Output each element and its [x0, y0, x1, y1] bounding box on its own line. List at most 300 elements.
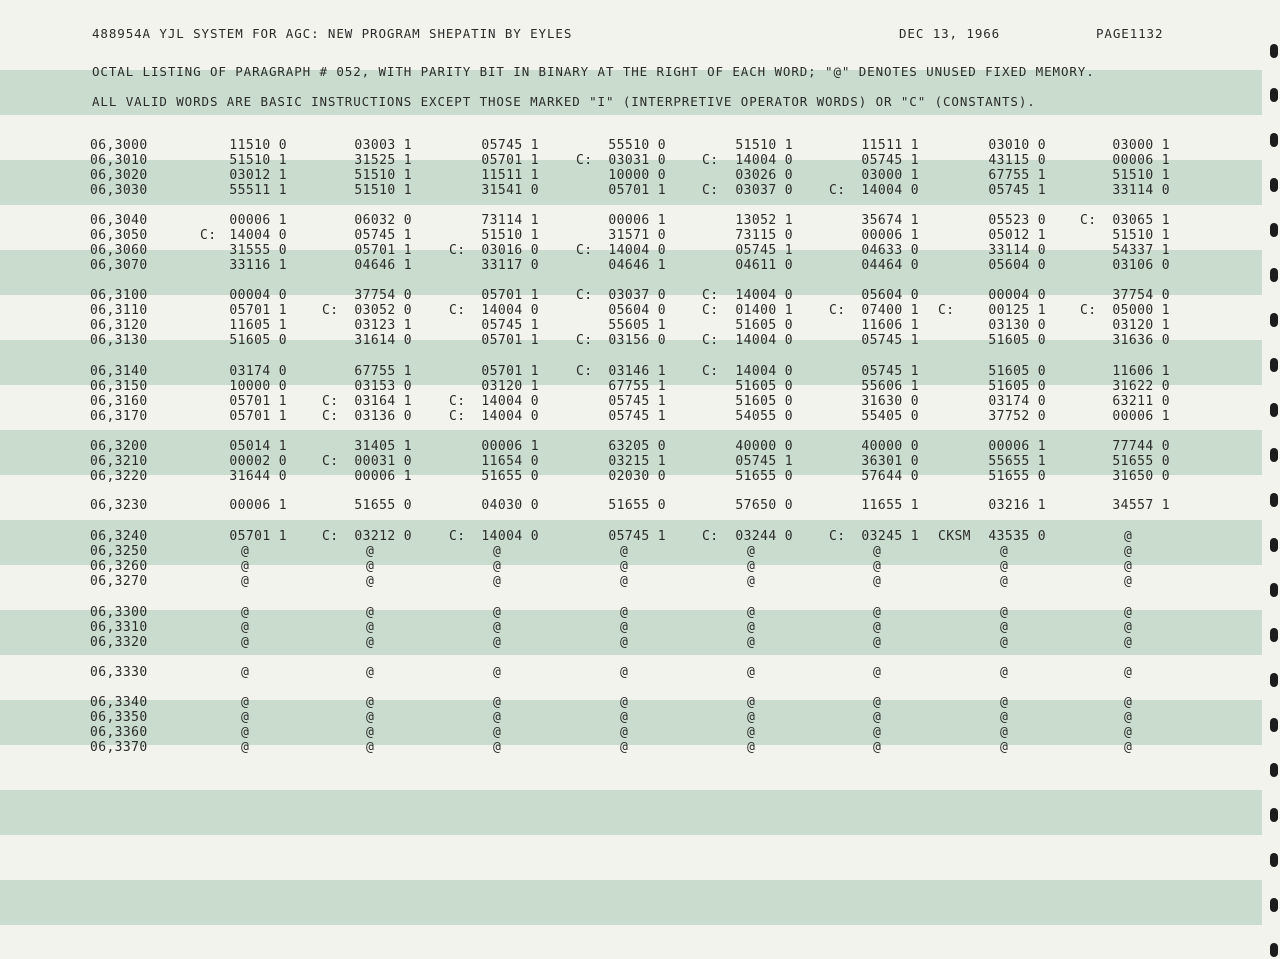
unused-memory-marker: @: [620, 620, 629, 635]
unused-memory-marker: @: [366, 574, 375, 589]
unused-memory-marker: @: [366, 620, 375, 635]
unused-memory-marker: @: [747, 574, 756, 589]
word-marker: C:: [829, 529, 846, 544]
unused-memory-marker: @: [1124, 635, 1133, 650]
unused-memory-marker: @: [1124, 710, 1133, 725]
octal-word: 51605 0: [735, 379, 793, 394]
unused-memory-marker: @: [366, 725, 375, 740]
octal-word: 03212 0: [354, 529, 412, 544]
octal-word: 05745 1: [608, 529, 666, 544]
unused-memory-marker: @: [241, 544, 250, 559]
octal-word: 33116 1: [229, 258, 287, 273]
octal-word: 51605 0: [988, 379, 1046, 394]
unused-memory-marker: @: [1000, 740, 1009, 755]
octal-word: 00125 1: [988, 303, 1046, 318]
unused-memory-marker: @: [1124, 559, 1133, 574]
unused-memory-marker: @: [620, 605, 629, 620]
unused-memory-marker: @: [493, 665, 502, 680]
word-marker: C:: [829, 183, 846, 198]
unused-memory-marker: @: [366, 695, 375, 710]
unused-memory-marker: @: [1000, 559, 1009, 574]
octal-word: 00006 1: [1112, 409, 1170, 424]
word-marker: C:: [576, 243, 593, 258]
octal-word: 40000 0: [735, 439, 793, 454]
feed-hole: [1270, 718, 1278, 732]
octal-word: 04646 1: [608, 258, 666, 273]
octal-word: 01400 1: [735, 303, 793, 318]
address-label: 06,3150: [90, 379, 148, 394]
octal-word: 03130 0: [988, 318, 1046, 333]
unused-memory-marker: @: [241, 635, 250, 650]
octal-word: 03010 0: [988, 138, 1046, 153]
octal-word: 07400 1: [861, 303, 919, 318]
octal-word: 51510 1: [354, 183, 412, 198]
unused-memory-marker: @: [873, 620, 882, 635]
unused-memory-marker: @: [1000, 605, 1009, 620]
word-marker: C:: [576, 364, 593, 379]
word-marker: C:: [449, 243, 466, 258]
octal-word: 10000 0: [608, 168, 666, 183]
unused-memory-marker: @: [1124, 544, 1133, 559]
unused-memory-marker: @: [1124, 695, 1133, 710]
address-label: 06,3200: [90, 439, 148, 454]
octal-word: 11510 0: [229, 138, 287, 153]
feed-hole: [1270, 223, 1278, 237]
octal-word: 03215 1: [608, 454, 666, 469]
octal-word: 31630 0: [861, 394, 919, 409]
octal-word: 67755 1: [354, 364, 412, 379]
octal-word: 03146 1: [608, 364, 666, 379]
octal-word: 03106 0: [1112, 258, 1170, 273]
octal-word: 00006 1: [608, 213, 666, 228]
octal-word: 03003 1: [354, 138, 412, 153]
octal-word: 11655 1: [861, 498, 919, 513]
unused-memory-marker: @: [1124, 665, 1133, 680]
octal-word: 13052 1: [735, 213, 793, 228]
octal-word: 03156 0: [608, 333, 666, 348]
octal-word: 05745 1: [481, 318, 539, 333]
unused-memory-marker: @: [366, 635, 375, 650]
word-marker: C:: [322, 394, 339, 409]
address-label: 06,3310: [90, 620, 148, 635]
octal-word: 57650 0: [735, 498, 793, 513]
octal-word: 03000 1: [861, 168, 919, 183]
unused-memory-marker: @: [620, 710, 629, 725]
octal-word: 05701 1: [608, 183, 666, 198]
unused-memory-marker: @: [493, 695, 502, 710]
word-marker: C:: [1080, 213, 1097, 228]
octal-word: 54055 0: [735, 409, 793, 424]
unused-memory-marker: @: [1000, 710, 1009, 725]
feed-hole: [1270, 403, 1278, 417]
octal-word: 05745 1: [861, 153, 919, 168]
octal-word: 51655 0: [735, 469, 793, 484]
unused-memory-marker: @: [873, 725, 882, 740]
unused-memory-marker: @: [1000, 544, 1009, 559]
octal-word: 03026 0: [735, 168, 793, 183]
octal-word: 05745 1: [608, 409, 666, 424]
address-label: 06,3100: [90, 288, 148, 303]
feed-hole: [1270, 583, 1278, 597]
address-label: 06,3260: [90, 559, 148, 574]
word-marker: C:: [322, 409, 339, 424]
octal-word: 05745 1: [735, 454, 793, 469]
octal-word: 55655 1: [988, 454, 1046, 469]
address-label: 06,3220: [90, 469, 148, 484]
unused-memory-marker: @: [620, 544, 629, 559]
unused-memory-marker: @: [241, 725, 250, 740]
address-label: 06,3170: [90, 409, 148, 424]
octal-word: 00004 0: [988, 288, 1046, 303]
unused-memory-marker: @: [241, 740, 250, 755]
address-label: 06,3040: [90, 213, 148, 228]
octal-word: 00004 0: [229, 288, 287, 303]
unused-memory-marker: @: [747, 695, 756, 710]
unused-memory-marker: @: [366, 605, 375, 620]
address-label: 06,3330: [90, 665, 148, 680]
octal-word: 33114 0: [988, 243, 1046, 258]
unused-memory-marker: @: [1124, 740, 1133, 755]
octal-word: 03016 0: [481, 243, 539, 258]
word-marker: C:: [702, 529, 719, 544]
octal-word: 03052 0: [354, 303, 412, 318]
address-label: 06,3270: [90, 574, 148, 589]
word-marker: C:: [1080, 303, 1097, 318]
octal-word: 51605 0: [988, 333, 1046, 348]
word-marker: C:: [829, 303, 846, 318]
octal-word: 05701 1: [229, 394, 287, 409]
octal-word: 14004 0: [481, 409, 539, 424]
octal-word: 31405 1: [354, 439, 412, 454]
feed-hole: [1270, 628, 1278, 642]
octal-word: 67755 1: [988, 168, 1046, 183]
octal-word: 05745 1: [481, 138, 539, 153]
unused-memory-marker: @: [1124, 529, 1133, 544]
unused-memory-marker: @: [873, 574, 882, 589]
octal-word: 00006 1: [229, 498, 287, 513]
unused-memory-marker: @: [493, 620, 502, 635]
octal-word: 04646 1: [354, 258, 412, 273]
octal-word: 06032 0: [354, 213, 412, 228]
octal-word: 05604 0: [608, 303, 666, 318]
octal-word: 03216 1: [988, 498, 1046, 513]
address-label: 06,3240: [90, 529, 148, 544]
octal-word: 51655 0: [354, 498, 412, 513]
feed-hole: [1270, 448, 1278, 462]
feed-hole: [1270, 763, 1278, 777]
unused-memory-marker: @: [1000, 620, 1009, 635]
word-marker: C:: [322, 303, 339, 318]
octal-word: 03174 0: [229, 364, 287, 379]
unused-memory-marker: @: [747, 635, 756, 650]
feed-hole: [1270, 268, 1278, 282]
word-marker: C:: [702, 303, 719, 318]
unused-memory-marker: @: [241, 559, 250, 574]
octal-word: 03174 0: [988, 394, 1046, 409]
octal-word: 51510 1: [481, 228, 539, 243]
unused-memory-marker: @: [873, 695, 882, 710]
octal-word: 11606 1: [1112, 364, 1170, 379]
unused-memory-marker: @: [873, 710, 882, 725]
address-label: 06,3340: [90, 695, 148, 710]
octal-word: 14004 0: [229, 228, 287, 243]
address-label: 06,3070: [90, 258, 148, 273]
unused-memory-marker: @: [1124, 605, 1133, 620]
word-marker: CKSM: [938, 529, 971, 544]
octal-word: 31650 0: [1112, 469, 1170, 484]
header-description-line2: ALL VALID WORDS ARE BASIC INSTRUCTIONS EXCEPT THOSE MARKED "I" (INTERPRETIVE OPERATOR WORDS) OR "C" (CONSTANTS).: [92, 94, 1036, 109]
octal-word: 33117 0: [481, 258, 539, 273]
octal-word: 03120 1: [1112, 318, 1170, 333]
octal-word: 63205 0: [608, 439, 666, 454]
octal-word: 14004 0: [735, 364, 793, 379]
unused-memory-marker: @: [1000, 725, 1009, 740]
unused-memory-marker: @: [620, 740, 629, 755]
octal-word: 14004 0: [608, 243, 666, 258]
unused-memory-marker: @: [620, 695, 629, 710]
unused-memory-marker: @: [1124, 574, 1133, 589]
octal-word: 31644 0: [229, 469, 287, 484]
octal-word: 51655 0: [608, 498, 666, 513]
octal-word: 05701 1: [229, 303, 287, 318]
address-label: 06,3300: [90, 605, 148, 620]
address-label: 06,3030: [90, 183, 148, 198]
unused-memory-marker: @: [747, 605, 756, 620]
unused-memory-marker: @: [873, 635, 882, 650]
unused-memory-marker: @: [1000, 635, 1009, 650]
unused-memory-marker: @: [493, 740, 502, 755]
unused-memory-marker: @: [873, 740, 882, 755]
octal-word: 05745 1: [861, 333, 919, 348]
unused-memory-marker: @: [1000, 695, 1009, 710]
octal-word: 00006 1: [481, 439, 539, 454]
octal-word: 03031 0: [608, 153, 666, 168]
octal-word: 73114 1: [481, 213, 539, 228]
octal-word: 05745 1: [861, 364, 919, 379]
word-marker: C:: [200, 228, 217, 243]
octal-word: 05745 1: [735, 243, 793, 258]
octal-word: 05701 1: [481, 364, 539, 379]
octal-word: 31636 0: [1112, 333, 1170, 348]
octal-word: 31541 0: [481, 183, 539, 198]
octal-word: 36301 0: [861, 454, 919, 469]
octal-word: 04464 0: [861, 258, 919, 273]
word-marker: C:: [449, 529, 466, 544]
octal-word: 51510 1: [1112, 228, 1170, 243]
unused-memory-marker: @: [366, 559, 375, 574]
octal-word: 02030 0: [608, 469, 666, 484]
octal-word: 00006 1: [229, 213, 287, 228]
header-date: DEC 13, 1966: [899, 26, 1001, 41]
feed-hole: [1270, 943, 1278, 957]
octal-word: 05745 1: [608, 394, 666, 409]
octal-word: 00006 1: [988, 439, 1046, 454]
unused-memory-marker: @: [620, 725, 629, 740]
octal-word: 40000 0: [861, 439, 919, 454]
octal-word: 77744 0: [1112, 439, 1170, 454]
octal-word: 00006 1: [354, 469, 412, 484]
octal-word: 11654 0: [481, 454, 539, 469]
octal-word: 51605 0: [229, 333, 287, 348]
address-label: 06,3250: [90, 544, 148, 559]
unused-memory-marker: @: [493, 544, 502, 559]
octal-word: 14004 0: [481, 394, 539, 409]
octal-word: 03065 1: [1112, 213, 1170, 228]
unused-memory-marker: @: [241, 605, 250, 620]
header-title: 488954A YJL SYSTEM FOR AGC: NEW PROGRAM SHEPATIN BY EYLES: [92, 26, 573, 41]
tractor-feed-holes: [1262, 0, 1280, 959]
octal-word: 05604 0: [861, 288, 919, 303]
address-label: 06,3140: [90, 364, 148, 379]
octal-word: 51605 0: [735, 318, 793, 333]
octal-word: 51655 0: [1112, 454, 1170, 469]
unused-memory-marker: @: [747, 725, 756, 740]
address-label: 06,3320: [90, 635, 148, 650]
unused-memory-marker: @: [241, 710, 250, 725]
octal-word: 03120 1: [481, 379, 539, 394]
feed-hole: [1270, 178, 1278, 192]
octal-word: 67755 1: [608, 379, 666, 394]
octal-word: 55511 1: [229, 183, 287, 198]
unused-memory-marker: @: [873, 559, 882, 574]
octal-word: 05745 1: [988, 183, 1046, 198]
feed-hole: [1270, 538, 1278, 552]
address-label: 06,3230: [90, 498, 148, 513]
octal-word: 51510 1: [735, 138, 793, 153]
octal-word: 55605 1: [608, 318, 666, 333]
octal-word: 14004 0: [735, 288, 793, 303]
unused-memory-marker: @: [366, 710, 375, 725]
octal-word: 05701 1: [481, 153, 539, 168]
octal-word: 00002 0: [229, 454, 287, 469]
word-marker: C:: [702, 333, 719, 348]
octal-word: 00031 0: [354, 454, 412, 469]
address-label: 06,3000: [90, 138, 148, 153]
octal-word: 03037 0: [608, 288, 666, 303]
octal-word: 14004 0: [861, 183, 919, 198]
octal-word: 03245 1: [861, 529, 919, 544]
octal-word: 05000 1: [1112, 303, 1170, 318]
unused-memory-marker: @: [241, 665, 250, 680]
word-marker: C:: [576, 153, 593, 168]
feed-hole: [1270, 673, 1278, 687]
unused-memory-marker: @: [873, 665, 882, 680]
unused-memory-marker: @: [241, 695, 250, 710]
address-label: 06,3050: [90, 228, 148, 243]
word-marker: C:: [576, 288, 593, 303]
unused-memory-marker: @: [493, 635, 502, 650]
word-marker: C:: [449, 394, 466, 409]
octal-word: 57644 0: [861, 469, 919, 484]
octal-word: 14004 0: [481, 529, 539, 544]
octal-word: 05701 1: [354, 243, 412, 258]
unused-memory-marker: @: [620, 559, 629, 574]
octal-word: 31622 0: [1112, 379, 1170, 394]
octal-word: 14004 0: [735, 153, 793, 168]
unused-memory-marker: @: [1124, 620, 1133, 635]
address-label: 06,3210: [90, 454, 148, 469]
feed-hole: [1270, 358, 1278, 372]
address-label: 06,3130: [90, 333, 148, 348]
word-marker: C:: [322, 454, 339, 469]
octal-word: 03164 1: [354, 394, 412, 409]
word-marker: C:: [702, 153, 719, 168]
unused-memory-marker: @: [241, 620, 250, 635]
octal-word: 04633 0: [861, 243, 919, 258]
octal-word: 03012 1: [229, 168, 287, 183]
address-label: 06,3120: [90, 318, 148, 333]
address-label: 06,3350: [90, 710, 148, 725]
octal-word: 05701 1: [229, 409, 287, 424]
unused-memory-marker: @: [620, 635, 629, 650]
word-marker: C:: [449, 409, 466, 424]
word-marker: C:: [702, 288, 719, 303]
octal-word: 34557 1: [1112, 498, 1170, 513]
header-page: PAGE1132: [1096, 26, 1164, 41]
feed-hole: [1270, 313, 1278, 327]
octal-word: 11606 1: [861, 318, 919, 333]
octal-word: 73115 0: [735, 228, 793, 243]
address-label: 06,3060: [90, 243, 148, 258]
octal-word: 33114 0: [1112, 183, 1170, 198]
octal-word: 04030 0: [481, 498, 539, 513]
unused-memory-marker: @: [747, 740, 756, 755]
octal-word: 00006 1: [1112, 153, 1170, 168]
address-label: 06,3020: [90, 168, 148, 183]
unused-memory-marker: @: [366, 665, 375, 680]
unused-memory-marker: @: [366, 544, 375, 559]
unused-memory-marker: @: [620, 665, 629, 680]
octal-word: 14004 0: [481, 303, 539, 318]
unused-memory-marker: @: [1000, 574, 1009, 589]
unused-memory-marker: @: [366, 740, 375, 755]
octal-word: 51655 0: [988, 469, 1046, 484]
octal-word: 54337 1: [1112, 243, 1170, 258]
header-description-line1: OCTAL LISTING OF PARAGRAPH # 052, WITH PARITY BIT IN BINARY AT THE RIGHT OF EACH WORD; "@" DENOTES UNUSED FIXED MEMORY.: [92, 64, 1095, 79]
feed-hole: [1270, 493, 1278, 507]
octal-word: 10000 0: [229, 379, 287, 394]
octal-word: 51510 1: [1112, 168, 1170, 183]
unused-memory-marker: @: [493, 559, 502, 574]
feed-hole: [1270, 808, 1278, 822]
unused-memory-marker: @: [747, 710, 756, 725]
feed-hole: [1270, 853, 1278, 867]
unused-memory-marker: @: [493, 710, 502, 725]
octal-word: 03153 0: [354, 379, 412, 394]
word-marker: C:: [322, 529, 339, 544]
unused-memory-marker: @: [747, 620, 756, 635]
unused-memory-marker: @: [1000, 665, 1009, 680]
unused-memory-marker: @: [1124, 725, 1133, 740]
octal-word: 05701 1: [229, 529, 287, 544]
octal-word: 51510 1: [229, 153, 287, 168]
unused-memory-marker: @: [747, 559, 756, 574]
octal-word: 51510 1: [354, 168, 412, 183]
octal-word: 00006 1: [861, 228, 919, 243]
address-label: 06,3360: [90, 725, 148, 740]
word-marker: C:: [938, 303, 955, 318]
address-label: 06,3370: [90, 740, 148, 755]
octal-word: 03136 0: [354, 409, 412, 424]
octal-word: 51655 0: [481, 469, 539, 484]
word-marker: C:: [702, 364, 719, 379]
unused-memory-marker: @: [873, 544, 882, 559]
octal-word: 11605 1: [229, 318, 287, 333]
unused-memory-marker: @: [493, 605, 502, 620]
unused-memory-marker: @: [747, 544, 756, 559]
unused-memory-marker: @: [493, 574, 502, 589]
octal-word: 37754 0: [1112, 288, 1170, 303]
